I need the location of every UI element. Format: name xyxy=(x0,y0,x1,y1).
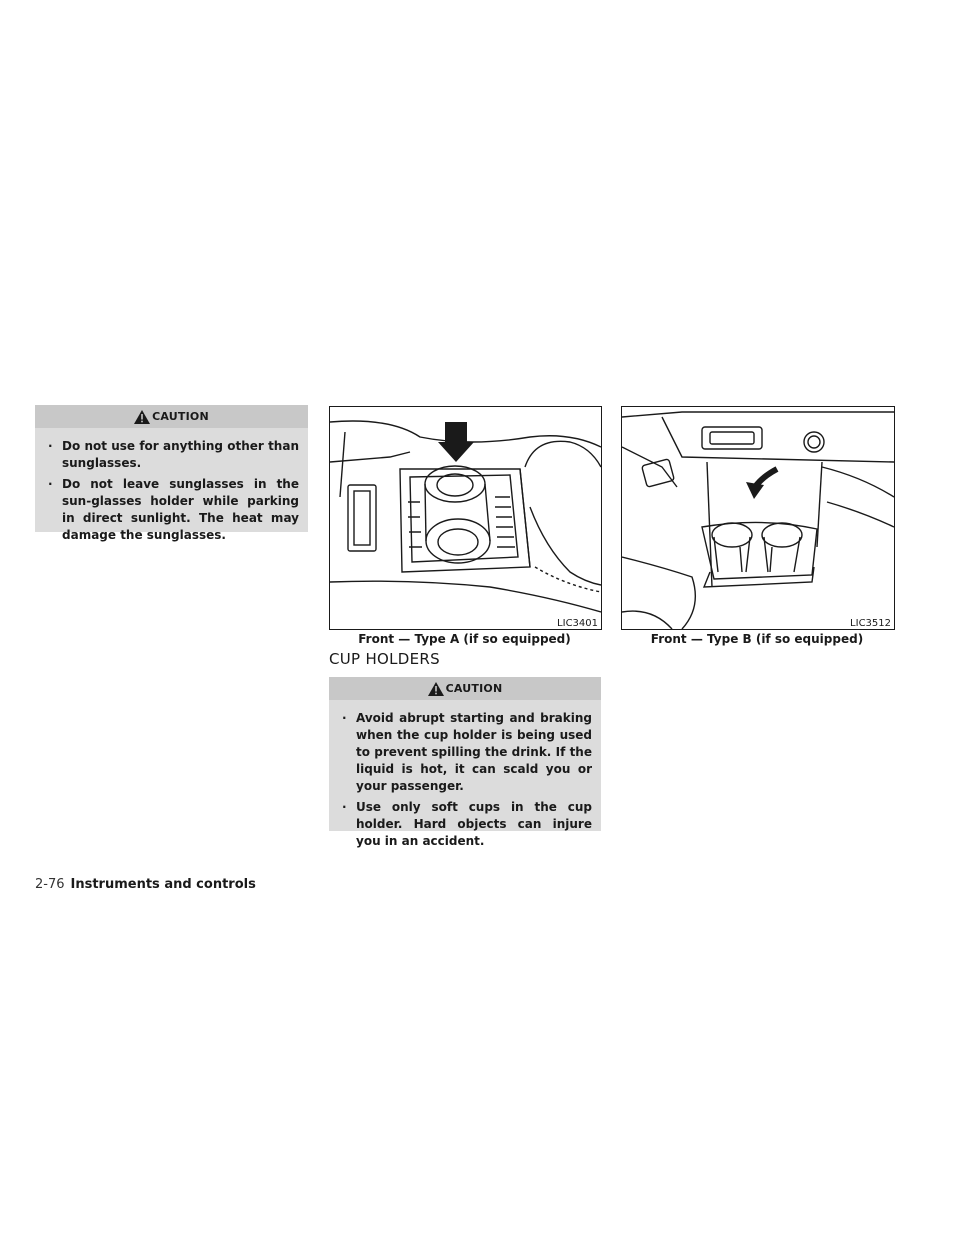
caution-list xyxy=(329,700,601,864)
caution-list xyxy=(35,428,308,558)
warning-icon xyxy=(428,682,444,696)
warning-icon xyxy=(134,410,150,424)
caution-title: CAUTION xyxy=(152,410,209,423)
caution-item: · Use only soft cups in the cup holder. Hard objects can injure you in an accident. xyxy=(338,799,592,850)
figure-b-caption: Front — Type B (if so equipped) xyxy=(650,632,864,646)
caution-header xyxy=(35,405,308,428)
caution-item: · Avoid abrupt starting and braking when the cup holder is being used to prevent spilling the drink. If the liquid is hot, it can scald you or your passenger. xyxy=(338,710,592,795)
sunglasses-caution-box xyxy=(35,405,308,542)
figure-a-caption: Front — Type A (if so equipped) xyxy=(358,632,571,646)
caution-item: · Do not leave sunglasses in the sun-glasses holder while parking in direct sunlight. The heat may damage the sunglasses. xyxy=(44,476,299,544)
cup-holder-type-b-illustration xyxy=(621,406,895,630)
chapter-title: Instruments and controls xyxy=(70,877,256,892)
figure-code: LIC3401 xyxy=(557,618,598,629)
cup-holder-type-a-illustration xyxy=(329,406,602,630)
cup-holder-type-a-drawing xyxy=(330,407,601,629)
curved-arrow-icon xyxy=(746,469,777,499)
cup-holder-type-b-drawing xyxy=(622,407,894,629)
down-arrow-icon xyxy=(438,422,474,462)
caution-header xyxy=(329,677,601,700)
caution-item: · Do not use for anything other than sunglasses. xyxy=(44,438,299,472)
figure-code: LIC3512 xyxy=(850,618,891,629)
section-title: CUP HOLDERS xyxy=(329,650,440,668)
page-footer xyxy=(35,877,256,892)
page-number: 2-76 xyxy=(35,877,65,892)
cup-holder-caution-box xyxy=(329,677,601,848)
caution-title: CAUTION xyxy=(445,682,503,695)
